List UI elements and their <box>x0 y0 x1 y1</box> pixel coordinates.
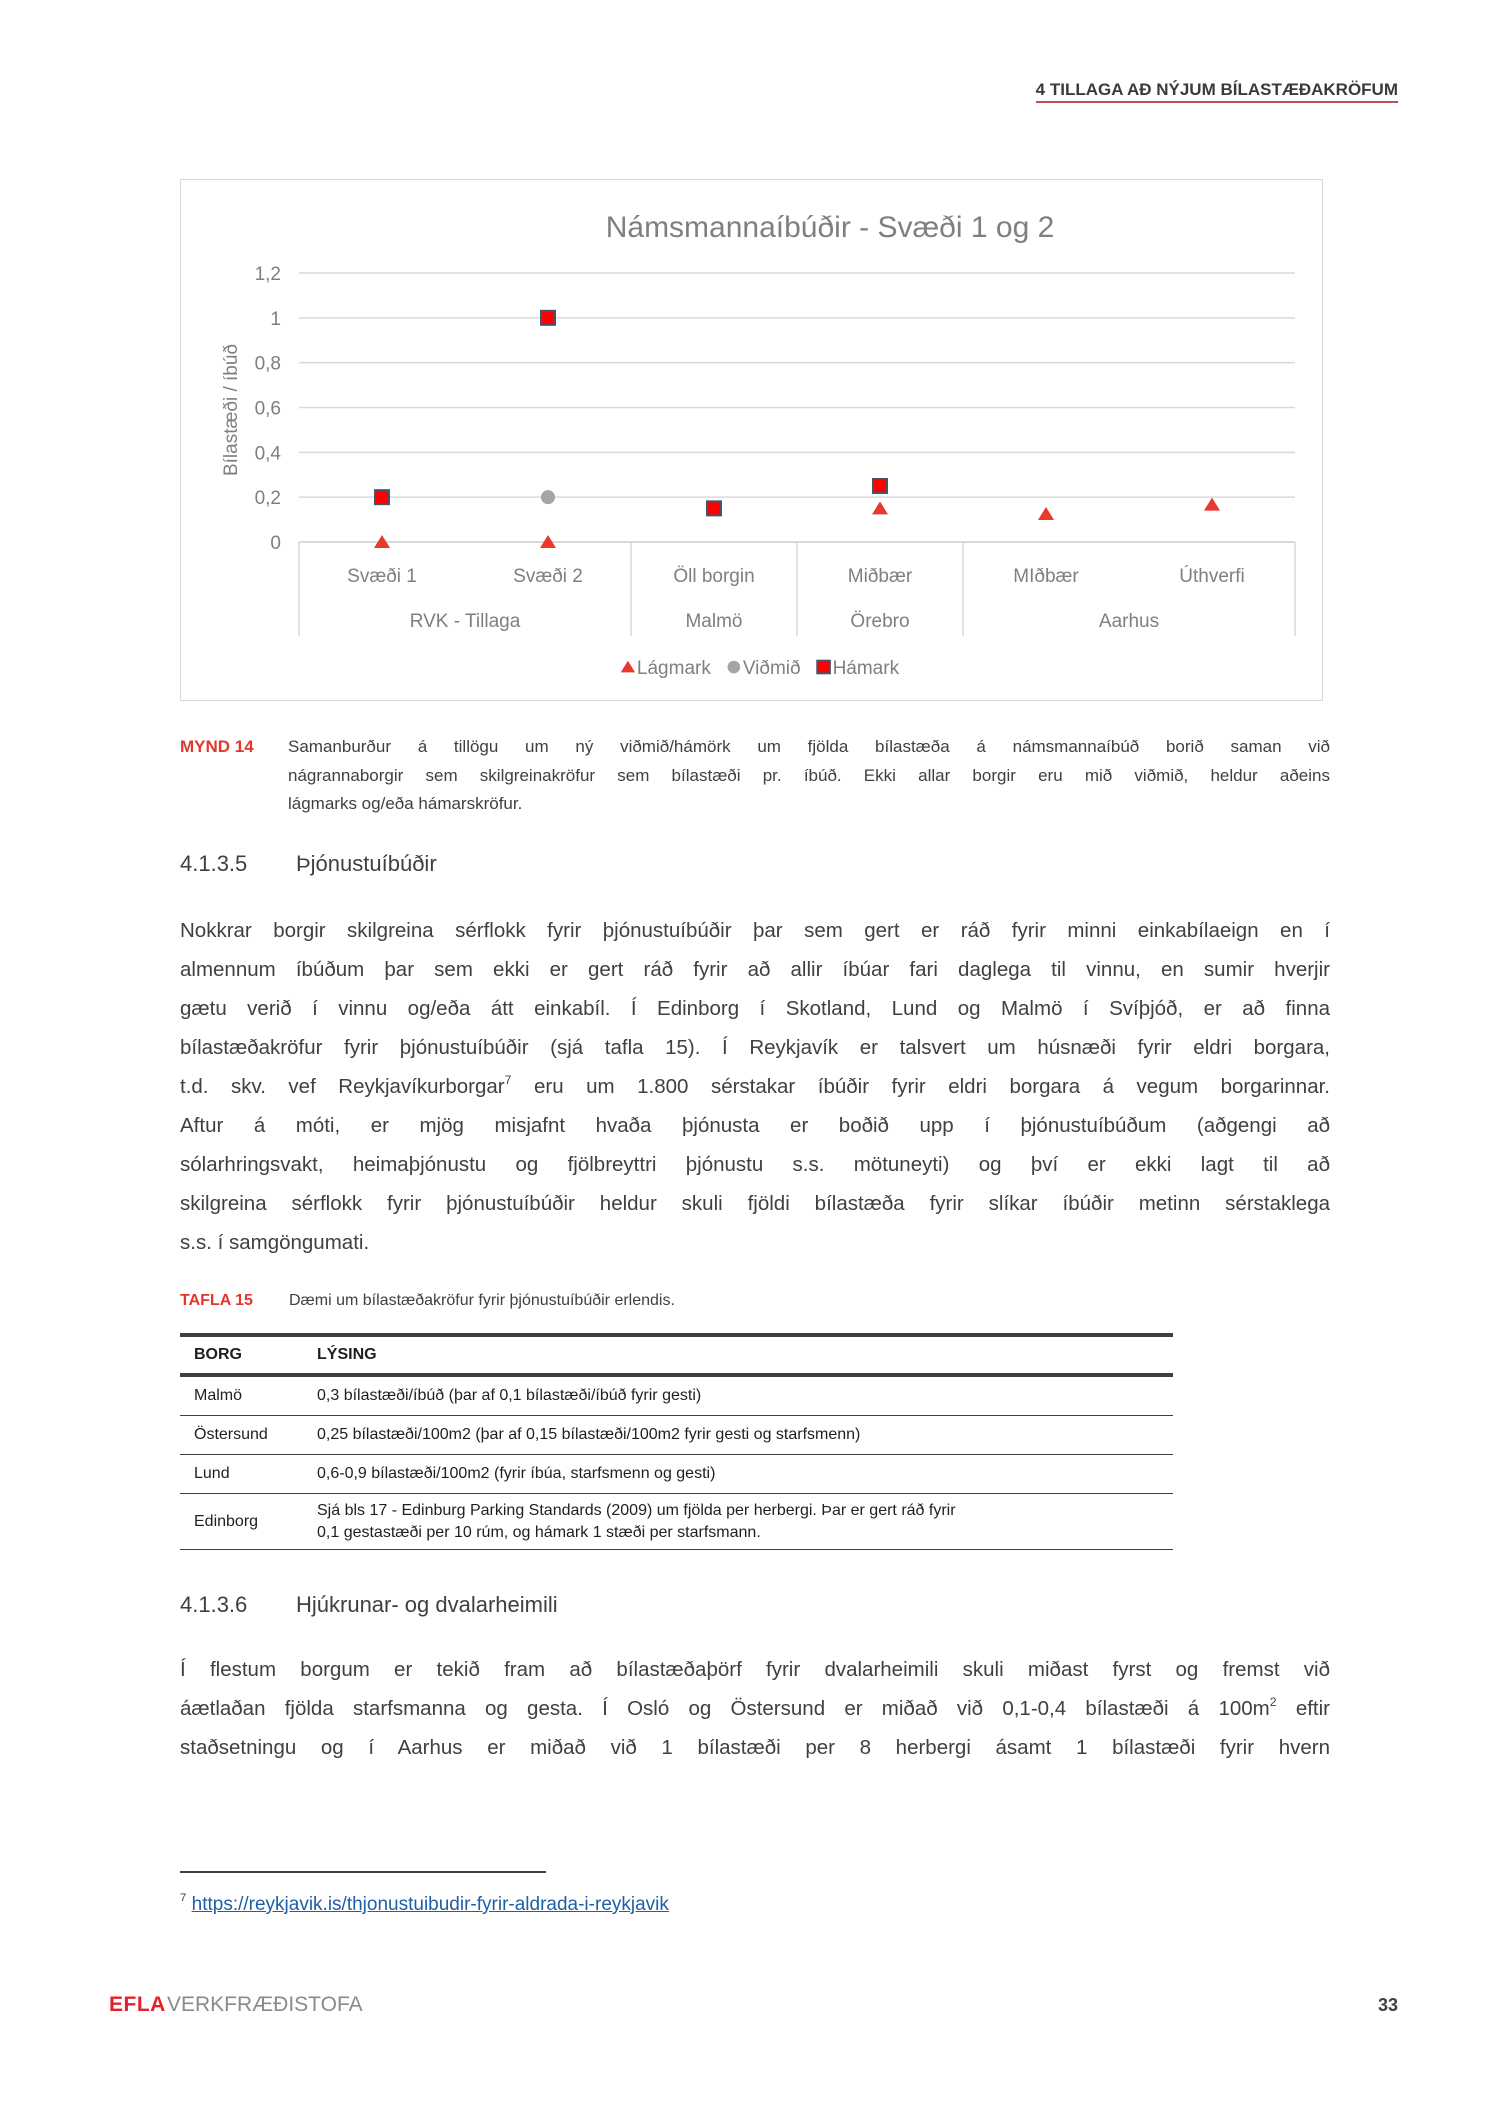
y-tick-label: 0 <box>270 533 281 554</box>
y-tick-label: 0,4 <box>254 443 281 465</box>
x-group-label: RVK - Tillaga <box>409 611 521 632</box>
x-group-label: Malmö <box>685 611 743 632</box>
paragraph-line: s.s. í samgöngumati. <box>180 1231 370 1254</box>
paragraph-line: Nokkrar borgir skilgreina sérflokk fyrir þjónustuíbúðir þar sem gert er ráð fyrir minni einkabílaeign en í <box>180 919 1330 942</box>
line-text: t.d. skv. vef Reykjavíkurborgar <box>180 1075 505 1098</box>
y-tick-label: 1 <box>270 308 281 330</box>
lagmark-marker <box>872 501 888 514</box>
figure-caption-line: Samanburður á tillögu um ný viðmið/hámörk um fjölda bílastæða á námsmannaíbúð borið saman við <box>288 737 1330 756</box>
x-category-label: MIðbær <box>1013 566 1079 587</box>
figure-caption-line: nágrannaborgir sem skilgreinakröfur sem bílastæði pr. íbúð. Ekki allar borgir eru mið viðmið, heldur aðeins <box>288 765 1330 785</box>
cell-lysing-line: Sjá bls 17 - Edinburg Parking Standards (2009) um fjölda per herbergi. Þar er gert ráð fyrir <box>317 1501 956 1519</box>
hamark-marker <box>375 490 389 504</box>
line-text: eftir <box>1276 1697 1330 1720</box>
vidmid-legend-icon <box>728 661 741 674</box>
paragraph-line: almennum íbúðum þar sem ekki er gert ráð fyrir að allir íbúar fari daglega til vinnu, en sumir hverjir <box>180 958 1330 981</box>
cell-borg: Edinborg <box>180 1494 317 1550</box>
figure-caption-text <box>288 733 1330 819</box>
legend-label: Lágmark <box>636 658 711 679</box>
section-number: 4.1.3.5 <box>180 851 248 876</box>
table-row <box>180 1416 1173 1455</box>
hamark-marker <box>873 479 887 493</box>
hamark-marker <box>707 501 721 515</box>
figure-caption-line: lágmarks og/eða hámarskröfur. <box>288 794 523 813</box>
hamark-legend-icon <box>817 661 830 674</box>
x-category-label: Úthverfi <box>1179 566 1245 587</box>
cell-borg: Lund <box>180 1455 317 1494</box>
legend-label: Viðmið <box>742 658 801 679</box>
paragraph-line <box>180 1689 1330 1728</box>
cell-lysing: 0,3 bílastæði/íbúð (þar af 0,1 bílastæði/íbúð fyrir gesti) <box>317 1375 1173 1416</box>
chart-legend <box>621 658 900 679</box>
x-group-label: Örebro <box>850 611 910 632</box>
cell-borg: Malmö <box>180 1375 317 1416</box>
x-category-label: Öll borgin <box>673 566 755 587</box>
section-paragraph <box>180 1650 1330 1767</box>
column-header-borg: BORG <box>180 1335 317 1375</box>
column-header-lysing: LÝSING <box>317 1335 1173 1375</box>
table-caption-text: Dæmi um bílastæðakröfur fyrir þjónustuíbúðir erlendis. <box>289 1292 675 1309</box>
vidmid-marker <box>541 490 555 504</box>
paragraph-line: Í flestum borgum er tekið fram að bílastæðaþörf fyrir dvalarheimili skuli miðast fyrst og fremst við <box>180 1658 1330 1681</box>
x-group-label: Aarhus <box>1098 611 1160 632</box>
footer-logo-efla: EFLA <box>109 1993 166 2016</box>
table-caption-label: TAFLA 15 <box>180 1292 253 1309</box>
table-header-row <box>180 1335 1173 1375</box>
cell-lysing <box>317 1494 1173 1550</box>
section-number: 4.1.3.6 <box>180 1592 248 1617</box>
paragraph-line: gætu verið í vinnu og/eða átt einkabíl. Í Edinborg í Skotland, Lund og Malmö í Svíþjóð, er að finna <box>180 997 1330 1020</box>
paragraph-line: sólarhringsvakt, heimaþjónustu og fjölbreyttri þjónustu s.s. mötuneyti) og því er ekki lagt til að <box>180 1153 1330 1176</box>
lagmark-marker <box>1204 498 1220 511</box>
paragraph-line <box>180 1067 1330 1106</box>
line-text: áætlaðan fjölda starfsmanna og gesta. Í Osló og Östersund er miðað við 0,1-0,4 bílastæði á 100m <box>180 1697 1270 1720</box>
lagmark-legend-icon <box>621 661 635 673</box>
paragraph-line: skilgreina sérflokk fyrir þjónustuíbúðir heldur skuli fjöldi bílastæða fyrir slíkar íbúðir metinn sérstaklega <box>180 1192 1330 1215</box>
footnote-marker: 7 <box>180 1892 187 1905</box>
cell-lysing: 0,25 bílastæði/100m2 (þar af 0,15 bílastæði/100m2 fyrir gesti og starfsmenn) <box>317 1416 1173 1455</box>
legend-label: Hámark <box>832 658 900 679</box>
paragraph-line: bílastæðakröfur fyrir þjónustuíbúðir (sjá tafla 15). Í Reykjavík er talsvert um húsnæði fyrir eldri borgara, <box>180 1036 1330 1059</box>
cell-borg: Östersund <box>180 1416 317 1455</box>
requirements-table <box>180 1333 1173 1550</box>
x-category-label: Svæði 1 <box>347 566 417 587</box>
footnote-separator <box>180 1871 546 1873</box>
table-row <box>180 1494 1173 1550</box>
table-row <box>180 1375 1173 1416</box>
footnote-reference[interactable]: 7 <box>504 1072 512 1087</box>
cell-lysing-line: 0,1 gestastæði per 10 rúm, og hámark 1 stæði per starfsmann. <box>317 1523 761 1541</box>
section-title: Þjónustuíbúðir <box>296 851 437 876</box>
footer-company-name: VERKFRÆÐISTOFA <box>167 1993 363 2016</box>
y-tick-label: 0,8 <box>254 353 281 375</box>
paragraph-line: Aftur á móti, er mjög misjafnt hvaða þjónusta er boðið upp í þjónustuíbúðum (aðgengi að <box>180 1114 1330 1137</box>
chart-svg <box>181 180 1322 700</box>
chart-figure <box>180 179 1323 701</box>
y-axis-title: Bílastæði / íbúð <box>221 343 242 477</box>
x-category-label: Miðbær <box>847 566 913 587</box>
page-number: 33 <box>1377 1995 1398 2015</box>
cell-lysing: 0,6-0,9 bílastæði/100m2 (fyrir íbúa, starfsmenn og gesti) <box>317 1455 1173 1494</box>
section-paragraph <box>180 911 1330 1262</box>
footnote-link[interactable]: https://reykjavik.is/thjonustuibudir-fyrir-aldrada-i-reykjavik <box>191 1894 669 1915</box>
y-tick-label: 0,2 <box>254 488 281 510</box>
hamark-marker <box>541 311 555 325</box>
running-header: 4 TILLAGA AÐ NÝJUM BÍLASTÆÐAKRÖFUM <box>1036 80 1398 103</box>
lagmark-marker <box>1038 507 1054 520</box>
line-text: eru um 1.800 sérstakar íbúðir fyrir eldri borgara á vegum borgarinnar. <box>511 1075 1330 1098</box>
superscript: 2 <box>1269 1694 1277 1709</box>
section-title: Hjúkrunar- og dvalarheimili <box>296 1592 558 1617</box>
paragraph-line: staðsetningu og í Aarhus er miðað við 1 bílastæði per 8 herbergi ásamt 1 bílastæði fyrir hvern <box>180 1736 1330 1759</box>
figure-caption-label: MYND 14 <box>180 737 254 756</box>
x-category-label: Svæði 2 <box>513 566 583 587</box>
y-tick-label: 0,6 <box>254 398 281 420</box>
y-tick-label: 1,2 <box>254 264 281 285</box>
chart-title: Námsmannaíbúðir - Svæði 1 og 2 <box>605 211 1055 244</box>
table-row <box>180 1455 1173 1494</box>
footnote <box>180 1893 669 1917</box>
